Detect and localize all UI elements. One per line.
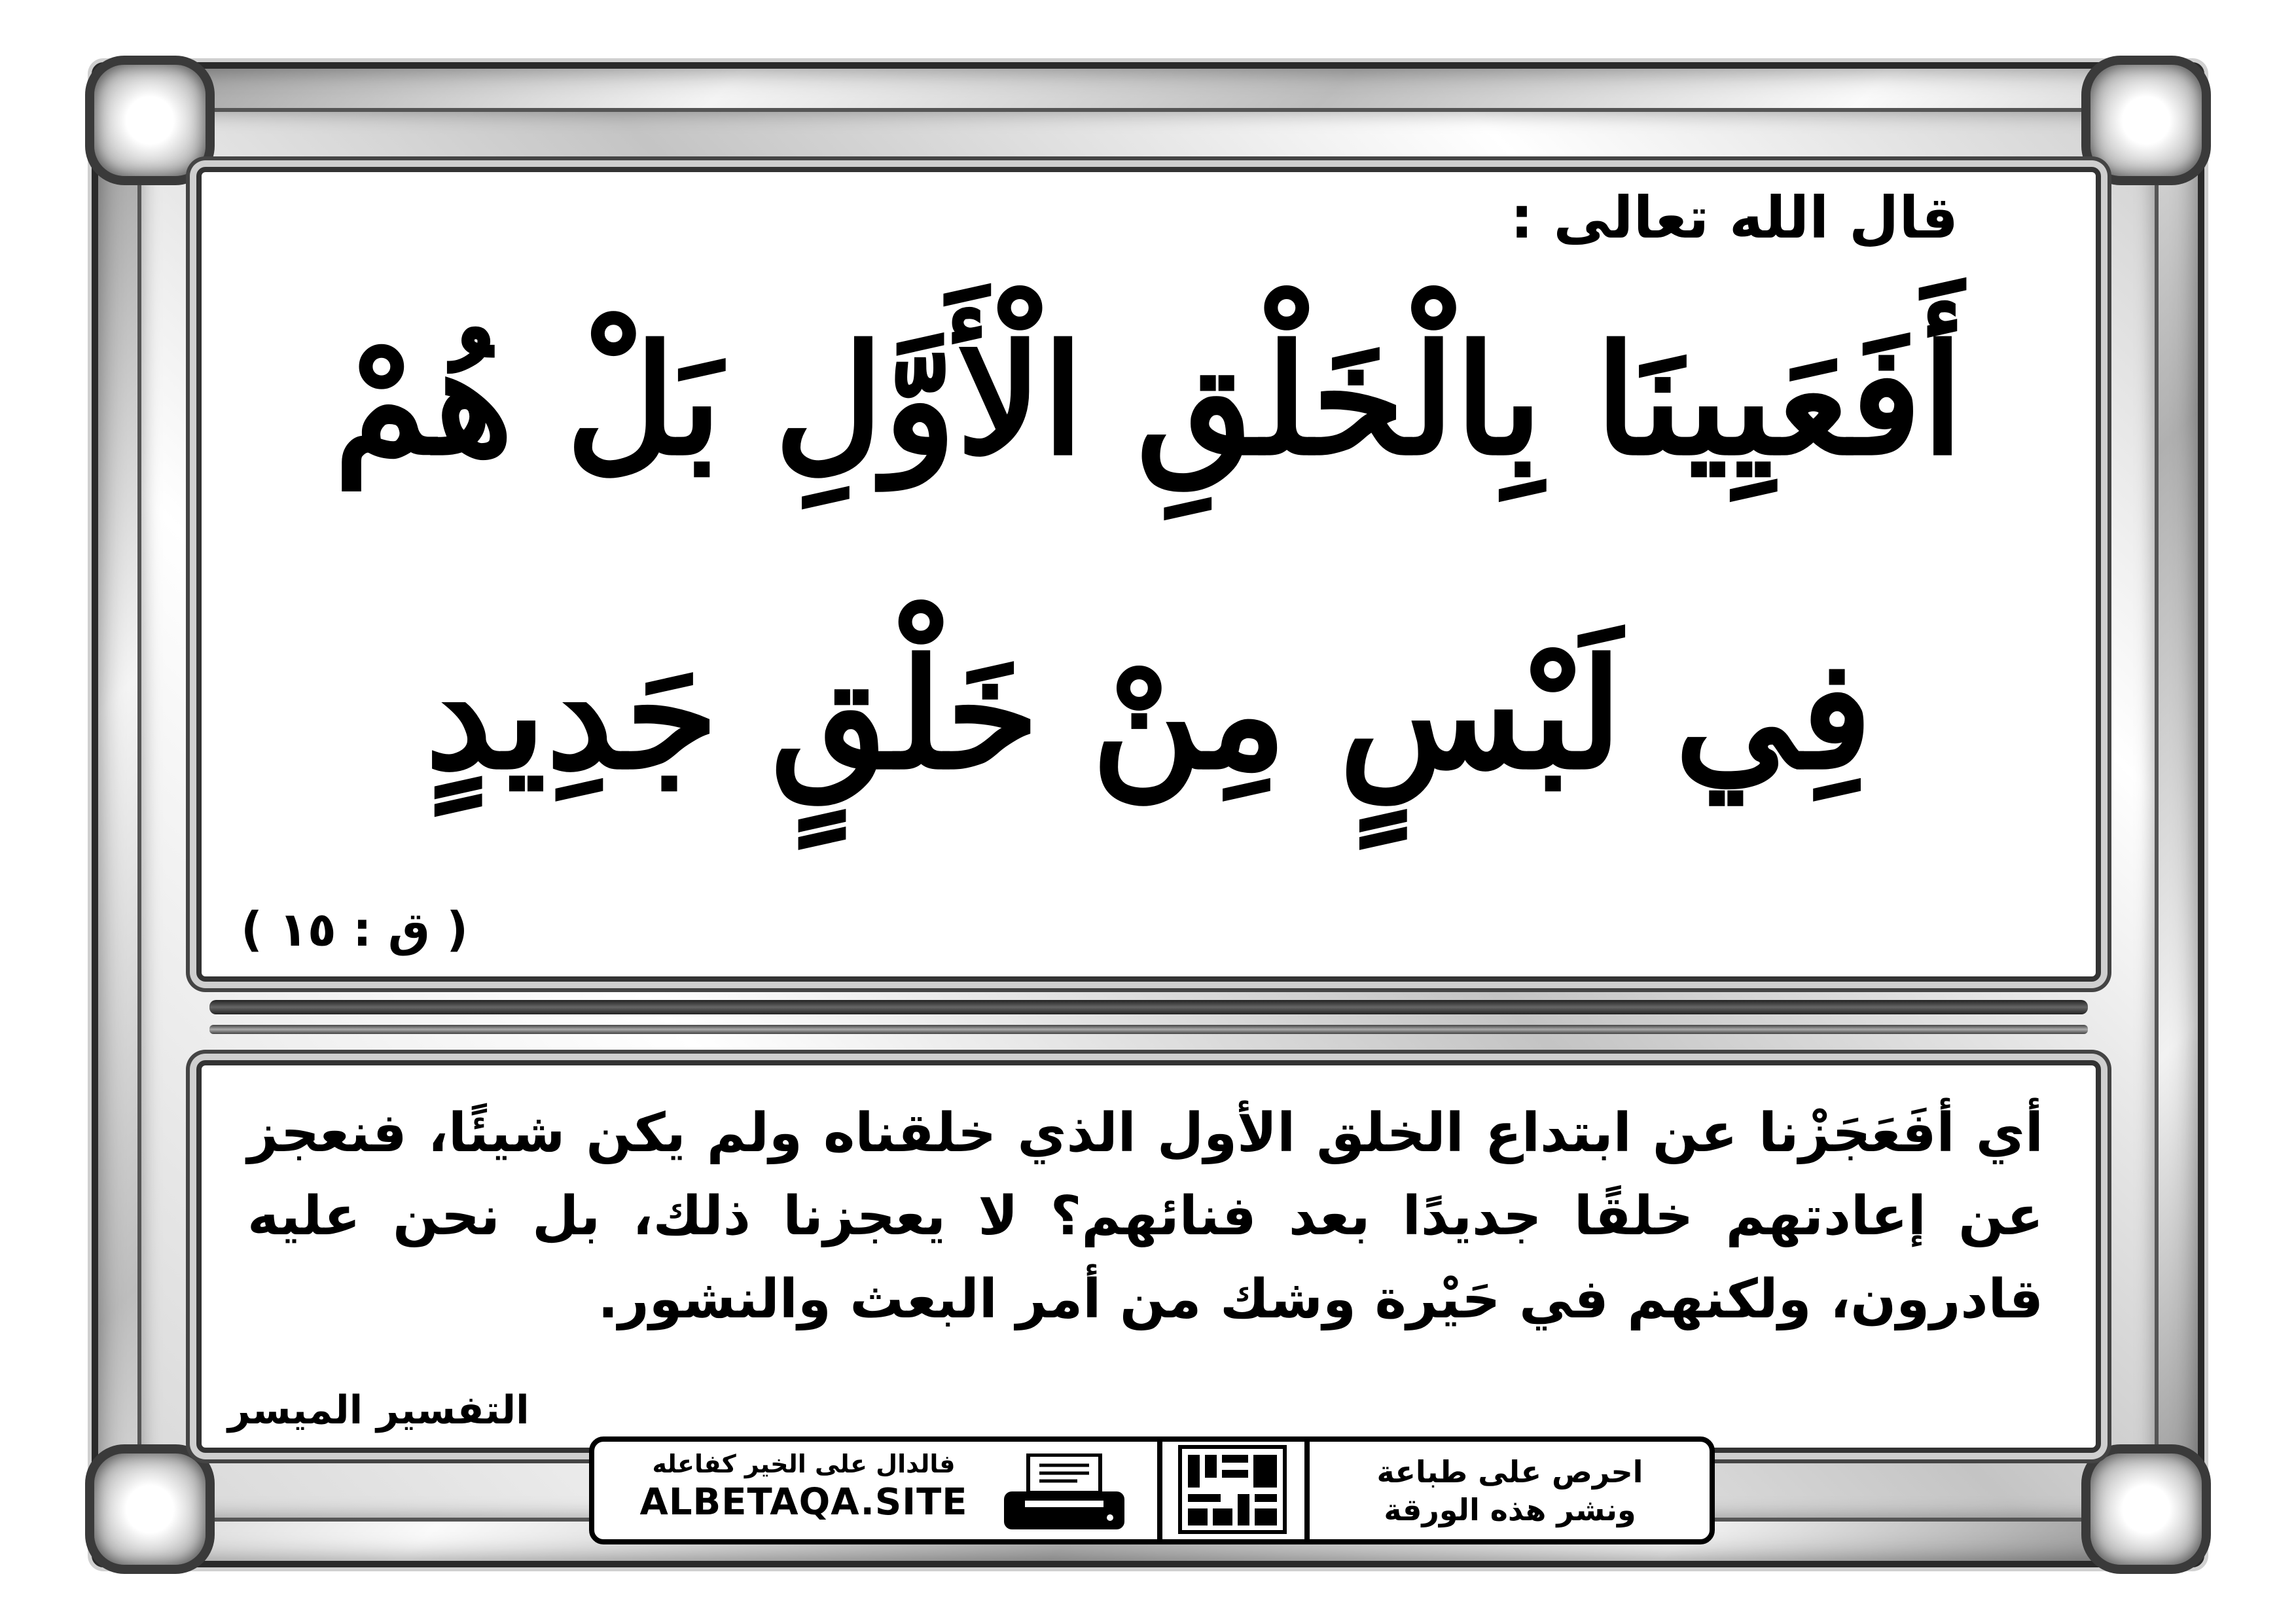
divider-bar-thin xyxy=(209,1025,2088,1034)
footer-tagline: فالدال على الخير كفاعله xyxy=(652,1450,956,1478)
tafsir-text: أي أفَعَجَزْنا عن ابتداع الخلق الأول الذي خلقناه ولم يكن شيئًا، فنعجز عن إعادتهم خلقًا جديدًا بعد فنائهم؟ لا يعجزنا ذلك، بل نحن عليه قادرون، ولكنهم في حَيْرة وشك من أمر البعث والنشور. xyxy=(247,1102,2043,1331)
verse-line-1: أَفَعَيِينَا بِالْخَلْقِ الْأَوَّلِ بَلْ هُمْ xyxy=(334,312,1964,489)
tafsir-panel xyxy=(196,1060,2101,1453)
printer-icon xyxy=(999,1454,1130,1532)
footer-separator xyxy=(1157,1442,1162,1539)
tafsir-source: التفسير الميسر xyxy=(228,1387,529,1433)
footer-note-line-1: احرص على طباعة xyxy=(1376,1454,1643,1489)
frame-corner-bottom-right xyxy=(2081,1444,2211,1574)
verse-panel xyxy=(196,167,2101,982)
frame-corner-bottom-left xyxy=(85,1444,215,1574)
logo-icon xyxy=(1174,1440,1291,1539)
frame-corner-top-right xyxy=(2081,56,2211,185)
footer-bar xyxy=(589,1436,1715,1544)
section-divider xyxy=(209,995,2088,1047)
verse-reference: ( ق : ١٥ ) xyxy=(241,902,469,957)
footer-site-link[interactable]: ALBETAQA.SITE xyxy=(639,1481,968,1524)
footer-note xyxy=(1336,1454,1683,1529)
verse-intro: قال الله تعالى : xyxy=(1510,184,1958,251)
verse-line-2: فِي لَبْسٍ مِنْ خَلْقٍ جَدِيدٍ xyxy=(425,626,1873,803)
footer-separator xyxy=(1304,1442,1310,1539)
frame-corner-top-left xyxy=(85,56,215,185)
footer-note-line-2: ونشر هذه الورقة xyxy=(1384,1491,1636,1527)
divider-bar-thick xyxy=(209,1000,2088,1014)
footer-site-block xyxy=(620,1450,987,1524)
